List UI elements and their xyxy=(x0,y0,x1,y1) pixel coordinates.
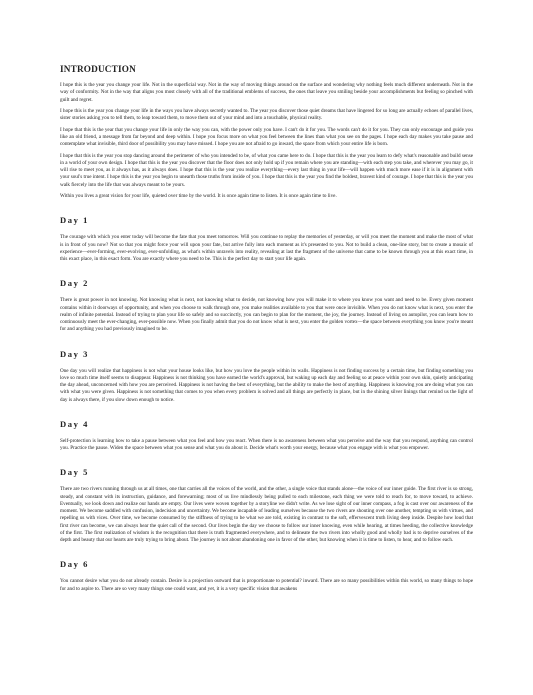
day-heading: Day 6 xyxy=(60,559,90,570)
day-paragraph: The courage with which you enter today will become the fate that you meet tomorrow. Will you continue to replay the memories of yesterday, or will you meet the moment and make the most of what is in front of you now? Not so that you might force your will upon your fate, but arrive fully into each moment as it's presented to you. Not to build a clean, one-line story, but to create a mosaic of experience—ever-forming, ever-evolving, ever-unfolding, as what's within unravels into reality, revealing at last the fragment of the universe that came to be known through you at this exact time, in this exact place, in this exact form. You are exactly where you need to be. This is the perfect day to start your life again. xyxy=(60,234,473,262)
day-paragraph: There is great power in not knowing. Not knowing what is next, not knowing what to decide, not knowing how you will make it to where you know you want and need to be. Every given moment contains within it doorways of opportunity, and when you choose to walk through one, you make realities available to you that were once invisible. When you do not know what is next, you enter the realm of infinite potential. Instead of trying to plan your life so safely and so succinctly, you can begin to plan for the moment, the joy, the journey. Instead of living on autopilot, you can learn how to continuously meet the ever-changing, ever-possible now. When you finally admit that you do not know what is next, you enter the golden vortex—the space between everything you know you're meant for and anything you had previously imagined to be. xyxy=(60,297,473,333)
day-paragraph: Self-protection is learning how to take a pause between what you feel and how you react. When there is no awareness between what you perceive and the way that you respond, anything can control you. Practice the pause. Widen the space between what you sense and what you do about it. Decide what's worth your energy, because what you engage with is what you empower. xyxy=(60,437,473,451)
intro-paragraph: I hope that this is the year you stop dancing around the perimeter of who you intended to be, of what you came here to do. I hope that this is the year you learn to defy what's reasonable and build sense in a world of your own design. I hope that this is the year you discover that the floor does not only hold up if you remain where you are standing—with each step you take, and wherever you may go, it will rise to meet you, as it always has, as it always does. I hope that this is the year you realize everything—every last thing in your life—will happen with much more ease if it is in alignment with your soul's true intent. I hope this is the year you begin to unearth those truths from inside of you. I hope that this is the year you find the boldest, bravest kind of courage. I hope that this is the year you walk fiercely into the life that was always meant to be yours. xyxy=(60,152,473,188)
day-paragraph: There are two rivers running through us at all times, one that carries all the voices of the world, and the other, a single voice that stands alone—the voice of our inner guide. The first river is so strong, steady, and constant with its instruction, guidance, and forewarning; most of us live mindlessly being pulled to each milestone, each thing we were told to reach for, to move toward, to achieve. Eventually, we look down and realize our hands are empty. Our lives were woven together by a storyline we didn't write. As we lose sight of our inner compass, a fog is cast over our awareness of the moment. We become saddled with confusion, indecision and uncertainty. We become incapable of leading ourselves because the two rivers are shouting over one another, tempting us with virtues, and repelling us with vices. Over time, we become consumed by the stiffness of trying to be what we are told, existing in contrast to the soft, effervescent truth living deep inside. Despite how loud that first river can become, we can always hear the quiet call of the second. Our lives begin the day we choose to follow our inner knowing, even while hearing, at times heeding, the collective knowledge of the first. The first realization of wisdom is the recognition that there is truth fragmented everywhere, and to delineate the two rivers into wholly good and wholly bad is to deprive ourselves of the depth and beauty that our hearts are truly trying to bring about. The journey is not about abandoning one in favor of the other, but knowing when it is time to listen, to hear, and to follow each. xyxy=(60,486,473,543)
document-title: INTRODUCTION xyxy=(60,64,136,74)
day-heading: Day 4 xyxy=(60,418,90,429)
intro-paragraph: I hope that this is the year that you change your life in only the way you can, with the power only you have. I can't do it for you. The words can't do it for you. They can only encourage and guide you like an old friend, a message from far beyond and deep within. I hope you focus more on what you feel between the lines than what you see on the pages. I hope each day makes you take pause and contemplate what invisible, third door of possibility you may have missed. I hope you are not afraid to go inward, the space from which your entire life is born. xyxy=(60,126,473,148)
day-paragraph: One day you will realize that happiness is not what your house looks like, but how you love the people within its walls. Happiness is not finding success by a certain time, but finding something you love so much time itself seems to disappear. Happiness is not thinking you have earned the world's approval, but waking up each day and feeling so at peace within your own skin, quietly anticipating the day ahead, unconcerned with how you are perceived. Happiness is not having the best of everything, but the ability to make the best of anything. Happiness is knowing you are doing what you can with what you were given. Happiness is not something that comes to you when every problem is solved and all things are perfectly in place, but in the shining silver linings that remind us the light of day is always there, if you slow down enough to notice. xyxy=(60,367,473,403)
day-heading: Day 5 xyxy=(60,467,90,478)
day-heading: Day 2 xyxy=(60,278,90,289)
intro-paragraph: I hope this is the year you change your life. Not in the superficial way. Not in the way of moving things around on the surface and wondering why nothing feels much different underneath. Not in the way of conformity. Not in the way that aligns you most closely with all of the traditional emblems of success, the ones that leave you smiling beside your accomplishments but feeling so pinched with guilt and regret. xyxy=(60,82,473,103)
day-heading: Day 3 xyxy=(60,348,90,359)
intro-paragraph: Within you lives a great vision for your life, quieted over time by the world. It is once again time to listen. It is once again time to live. xyxy=(60,193,337,199)
day-heading: Day 1 xyxy=(60,215,90,226)
intro-paragraph: I hope this is the year you change your life in the ways you have always secretly wanted to. The year you discover those quiet dreams that have lingered for so long are actually echoes of parallel lives, sister stories asking you to tell them, to leap toward them, to move them out of your mind and into a touchable, physical reality. xyxy=(60,107,473,122)
day-paragraph: You cannot desire what you do not already contain. Desire is a projection outward that is proportionate to potential? inward. There are so many possibilities within this world, so many things to hope for and to aspire to. There are so very many things one could want, and yet, it is a very specific vision that awakens xyxy=(60,578,473,592)
